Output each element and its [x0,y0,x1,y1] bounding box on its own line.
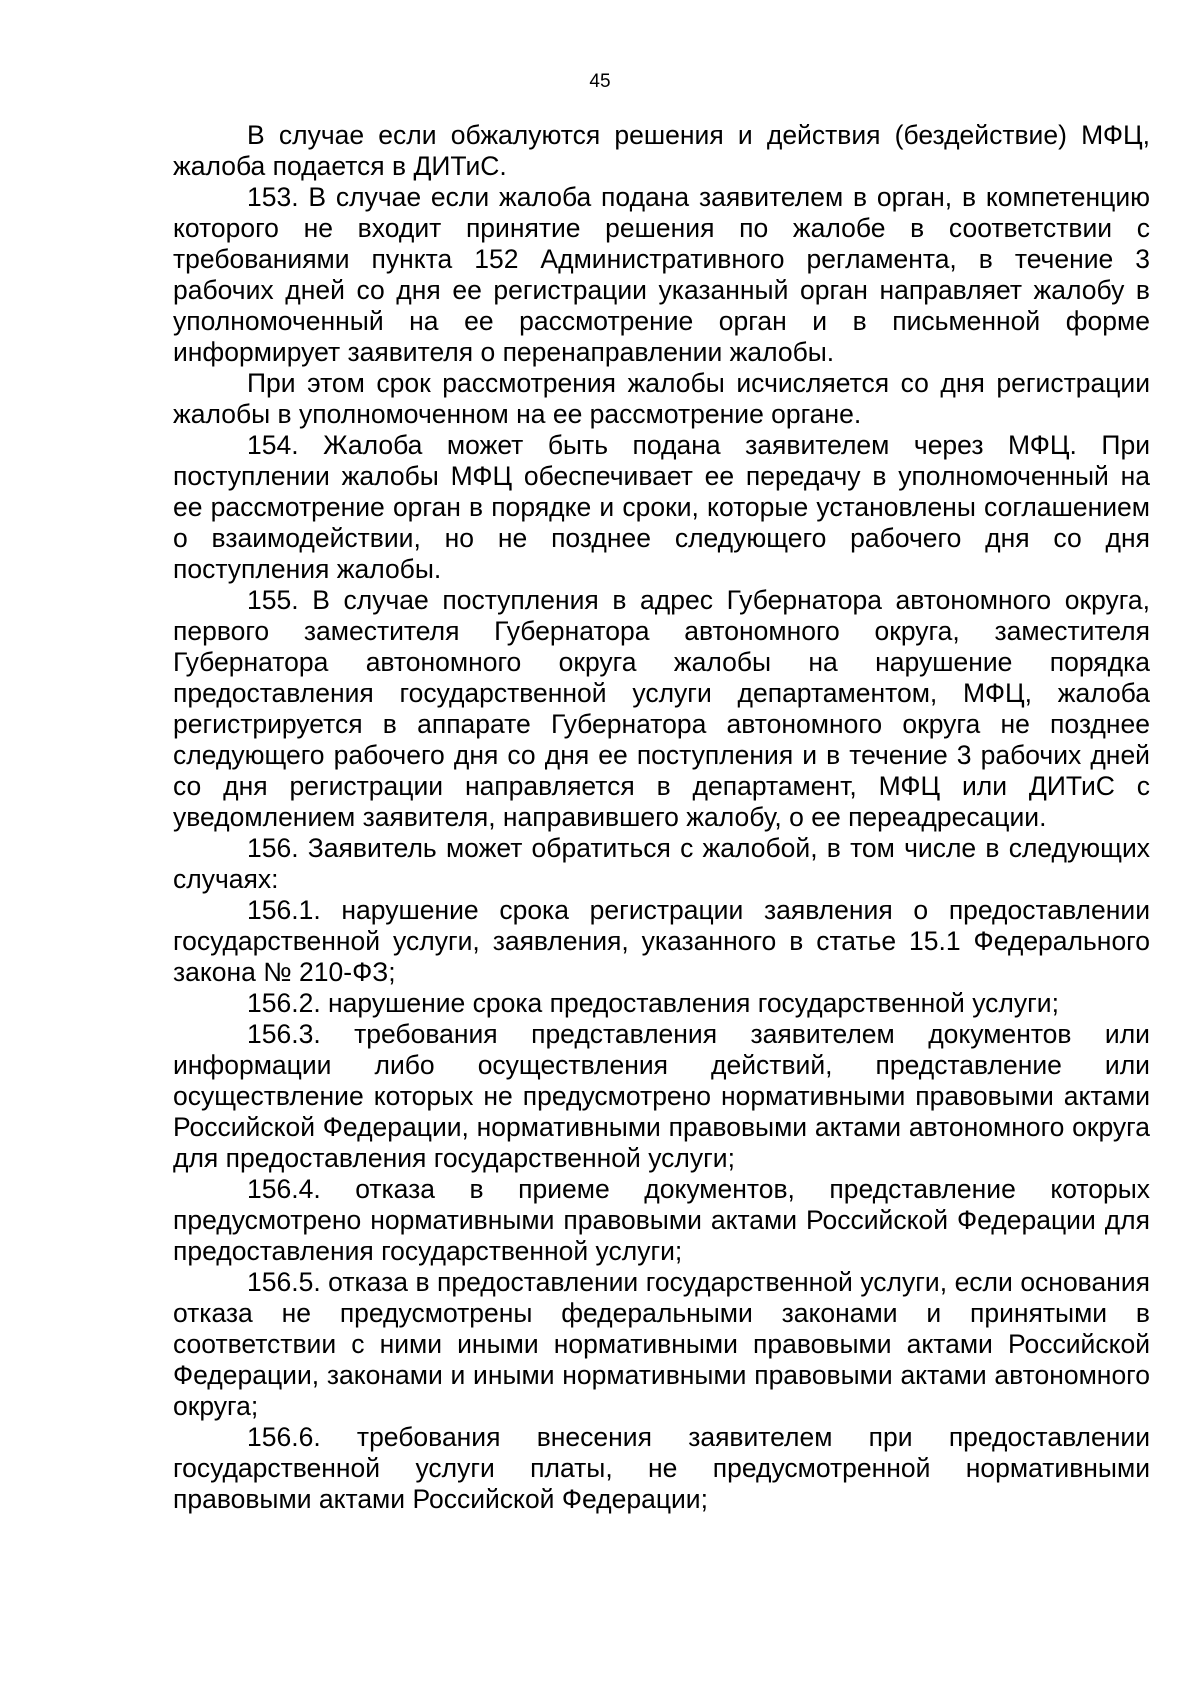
document-body [173,120,1150,1515]
page-number: 45 [589,71,611,92]
paragraph-156-5: 156.5. отказа в предоставлении государственной услуги, если основания отказа не предусмотрены федеральными законами и принятыми в соответствии с ними иными нормативными правовыми актами Российской Федерации, законами и иными нормативными правовыми актами автономного округа; [173,1267,1150,1421]
paragraph-156-6: 156.6. требования внесения заявителем при предоставлении государственной услуги платы, не предусмотренной нормативными правовыми актами Российской Федерации; [173,1422,1150,1514]
paragraph-156: 156. Заявитель может обратиться с жалобой, в том числе в следующих случаях: [173,833,1150,894]
paragraph-153: 153. В случае если жалоба подана заявителем в орган, в компетенцию которого не входит принятие решения по жалобе в соответствии с требованиями пункта 152 Административного регламента, в течение 3 рабочих дней со дня ее регистрации указанный орган направляет жалобу в уполномоченный на ее рассмотрение орган и в письменной форме информирует заявителя о перенаправлении жалобы. [173,182,1150,367]
paragraph-156-2: 156.2. нарушение срока предоставления государственной услуги; [247,988,1059,1018]
paragraph-155: 155. В случае поступления в адрес Губернатора автономного округа, первого заместителя Губернатора автономного округа, заместителя Губернатора автономного округа жалобы на нарушение порядка предоставления государственной услуги департаментом, МФЦ, жалоба регистрируется в аппарате Губернатора автономного округа не позднее следующего рабочего дня со дня ее поступления и в течение 3 рабочих дней со дня регистрации направляется в департамент, МФЦ или ДИТиС с уведомлением заявителя, направившего жалобу, о ее переадресации. [173,585,1150,832]
paragraph-review-term: При этом срок рассмотрения жалобы исчисляется со дня регистрации жалобы в уполномоченном на ее рассмотрение органе. [173,368,1150,429]
paragraph-156-3: 156.3. требования представления заявителем документов или информации либо осуществления действий, представление или осуществление которых не предусмотрено нормативными правовыми актами Российской Федерации, нормативными правовыми актами автономного округа для предоставления государственной услуги; [173,1019,1150,1173]
paragraph-156-1: 156.1. нарушение срока регистрации заявления о предоставлении государственной услуги, заявления, указанного в статье 15.1 Федерального закона № 210-ФЗ; [173,895,1150,987]
paragraph-156-4: 156.4. отказа в приеме документов, представление которых предусмотрено нормативными правовыми актами Российской Федерации для предоставления государственной услуги; [173,1174,1150,1266]
paragraph-mfc-complaint: В случае если обжалуются решения и действия (бездействие) МФЦ, жалоба подается в ДИТиС. [173,120,1150,181]
paragraph-154: 154. Жалоба может быть подана заявителем через МФЦ. При поступлении жалобы МФЦ обеспечивает ее передачу в уполномоченный на ее рассмотрение орган в порядке и сроки, которые установлены соглашением о взаимодействии, но не позднее следующего рабочего дня со дня поступления жалобы. [173,430,1150,584]
